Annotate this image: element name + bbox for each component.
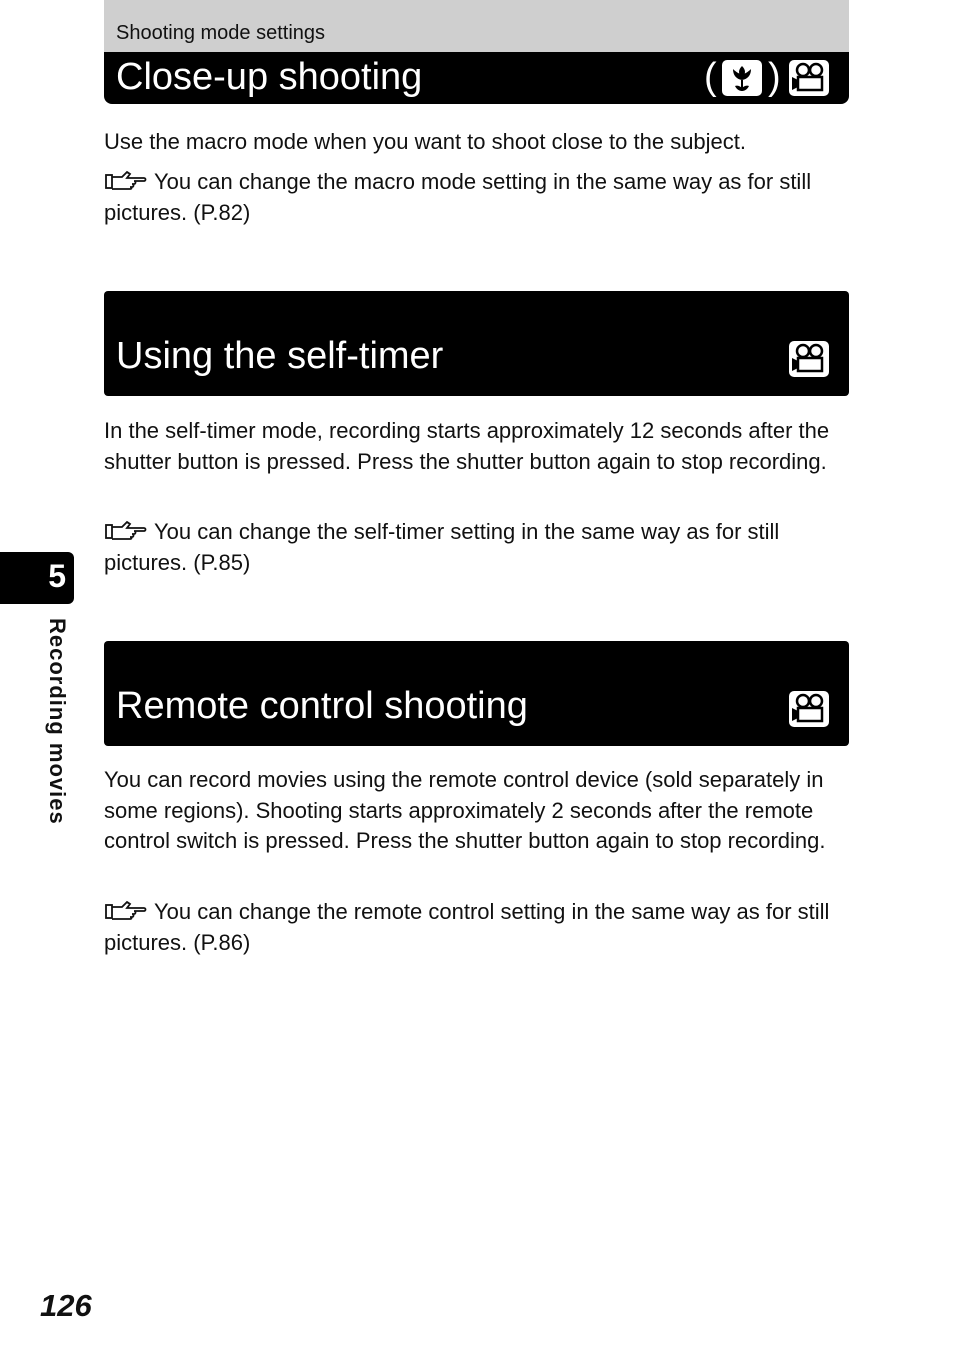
running-header (104, 0, 849, 52)
reference-note-text: You can change the remote control setting in the same way as for still pictures. (P.86) (104, 899, 830, 955)
reference-note-remote-control (104, 897, 849, 958)
paren-open: ( (704, 56, 717, 98)
section-body-remote-control: You can record movies using the remote control device (sold separately in some regions). Shooting starts approximately 2 seconds after the remote control switch is pressed. Press the shutter button again to stop recording. (104, 767, 826, 853)
reference-note-text: You can change the self-timer setting in the same way as for still pictures. (P.85) (104, 519, 780, 575)
macro-flower-icon (722, 60, 762, 96)
movie-camera-icon (789, 341, 829, 377)
reference-note-self-timer (104, 517, 849, 578)
section-heading-remote-control (104, 641, 849, 746)
section-body-close-up: Use the macro mode when you want to shoot close to the subject. (104, 129, 747, 154)
section-heading-close-up (104, 52, 849, 104)
chapter-label-vertical (42, 618, 72, 848)
running-header-label: Shooting mode settings (116, 22, 326, 44)
section-title-close-up: Close-up shooting (116, 56, 423, 98)
chapter-tab (0, 552, 74, 604)
movie-camera-icon (789, 691, 829, 727)
section-body-self-timer: In the self-timer mode, recording starts approximately 12 seconds after the shutter button is pressed. Press the shutter button again to stop recording. (104, 418, 830, 474)
chapter-number: 5 (48, 558, 66, 594)
page-number: 126 (40, 1288, 92, 1323)
movie-camera-icon (789, 60, 829, 96)
reference-note-close-up (104, 167, 849, 228)
reference-note-text: You can change the macro mode setting in the same way as for still pictures. (P.82) (104, 169, 812, 225)
pointing-hand-icon (104, 170, 148, 192)
paren-close: ) (768, 56, 781, 98)
section-heading-self-timer (104, 291, 849, 396)
pointing-hand-icon (104, 900, 148, 922)
chapter-label: Recording movies (45, 618, 70, 825)
section-title-remote-control: Remote control shooting (116, 685, 528, 727)
section-title-self-timer: Using the self-timer (116, 335, 444, 377)
pointing-hand-icon (104, 520, 148, 542)
